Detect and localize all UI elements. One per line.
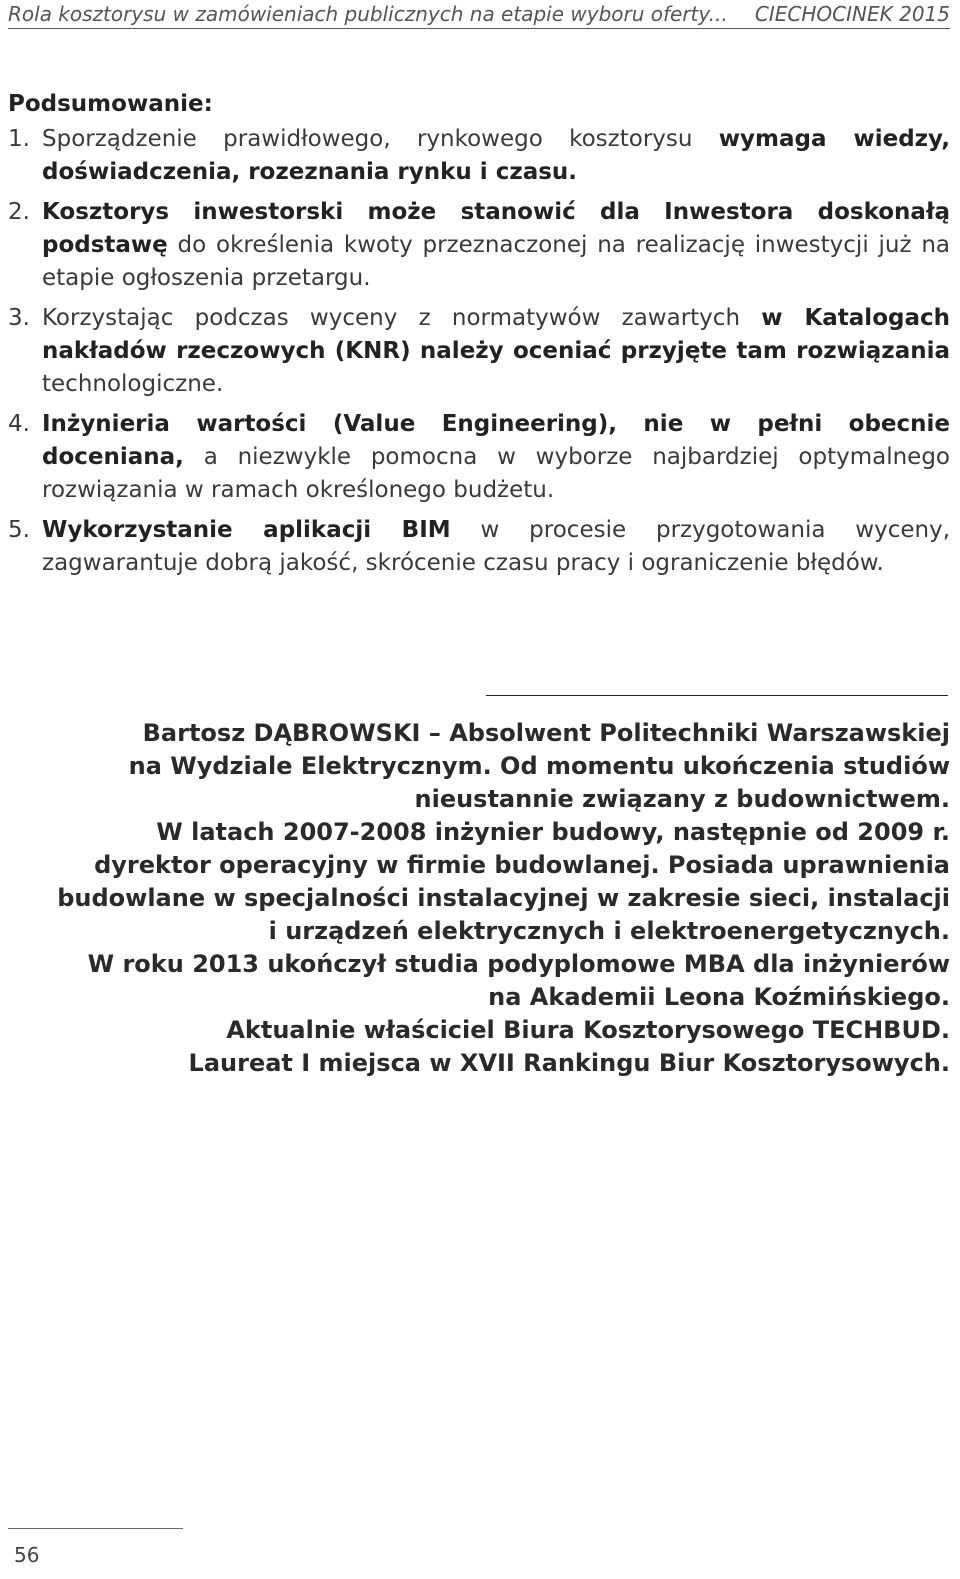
summary-item-1 — [8, 123, 950, 189]
item-number: 2. — [8, 199, 30, 225]
header-event: CIECHOCINEK 2015 — [754, 2, 950, 26]
item-text-bold: Wykorzystanie aplikacji BIM — [42, 517, 451, 543]
summary-item-3 — [8, 302, 950, 401]
bio-line: i urządzeń elektrycznych i elektroenergetycznych. — [268, 917, 950, 945]
bio-line: Aktualnie właściciel Biura Kosztorysowego TECHBUD. — [226, 1016, 950, 1044]
summary-section — [8, 88, 950, 587]
item-number: 3. — [8, 305, 30, 331]
bio-line: na Akademii Leona Koźmińskiego. — [488, 983, 950, 1011]
item-text-bold: Kosztorys inwestorski może stanowić dla Inwestora doskonałą podstawę — [42, 199, 950, 258]
summary-item-4 — [8, 408, 950, 507]
item-text-bold: w Katalogach nakładów rzeczowych (KNR) należy oceniać przyjęte tam rozwiązania — [42, 305, 950, 364]
item-text: Korzystając podczas wyceny z normatywów zawartych — [42, 305, 762, 331]
item-text-bold: wymaga wiedzy, doświadczenia, rozeznania rynku i czasu. — [42, 126, 950, 185]
running-header — [8, 0, 950, 29]
bio-separator — [486, 695, 948, 696]
item-number: 5. — [8, 517, 30, 543]
bio-line: W latach 2007-2008 inżynier budowy, następnie od 2009 r. — [156, 818, 950, 846]
author-bio — [10, 717, 950, 1080]
bio-line: Laureat I miejsca w XVII Rankingu Biur Kosztorysowych. — [188, 1049, 950, 1077]
summary-list — [8, 123, 950, 580]
header-title: Rola kosztorysu w zamówieniach publicznych na etapie wyboru oferty... — [8, 2, 728, 26]
summary-item-2 — [8, 196, 950, 295]
item-text-bold: Inżynieria wartości (Value Engineering), nie w pełni obecnie doceniana, — [42, 411, 950, 470]
item-text: do określenia kwoty przeznaczonej na realizację inwestycji już na etapie ogłoszenia przetargu. — [42, 232, 950, 291]
bio-line: nieustannie związany z budownictwem. — [414, 785, 950, 813]
summary-item-5 — [8, 514, 950, 580]
bio-line: dyrektor operacyjny w firmie budowlanej. Posiada uprawnienia — [94, 851, 950, 879]
item-text: w procesie przygotowania wyceny, zagwarantuje dobrą jakość, skrócenie czasu pracy i ograniczenie błędów. — [42, 517, 950, 576]
page-number: 56 — [14, 1543, 40, 1567]
summary-title: Podsumowanie: — [8, 91, 213, 117]
item-text: a niezwykle pomocna w wyborze najbardziej optymalnego rozwiązania w ramach określonego budżetu. — [42, 444, 950, 503]
item-number: 4. — [8, 411, 30, 437]
item-number: 1. — [8, 126, 30, 152]
footer-rule — [8, 1528, 183, 1529]
bio-line: budowlane w specjalności instalacyjnej w zakresie sieci, instalacji — [57, 884, 950, 912]
bio-line: Bartosz DĄBROWSKI – Absolwent Politechniki Warszawskiej — [142, 719, 950, 747]
bio-line: W roku 2013 ukończył studia podyplomowe MBA dla inżynierów — [87, 950, 950, 978]
bio-line: na Wydziale Elektrycznym. Od momentu ukończenia studiów — [128, 752, 950, 780]
item-text: Sporządzenie prawidłowego, rynkowego kosztorysu — [42, 126, 719, 152]
item-text: technologiczne. — [42, 371, 224, 397]
